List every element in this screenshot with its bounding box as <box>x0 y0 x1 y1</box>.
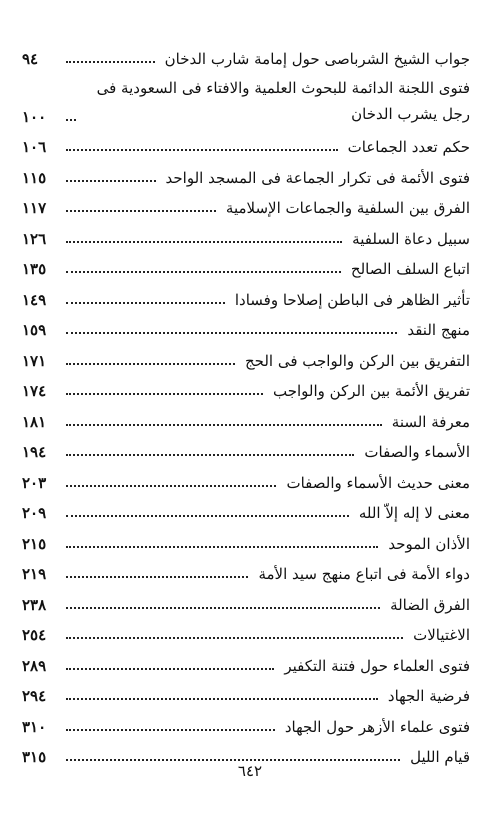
toc-entry <box>22 251 470 282</box>
toc-entry <box>22 312 470 343</box>
toc-entry-title: اتباع السلف الصالح <box>350 260 470 278</box>
toc-entry-page: ١٠٦ <box>22 138 47 156</box>
toc-entry-page: ١٢٦ <box>22 229 47 248</box>
toc-entry-page: ١٧٤ <box>22 382 47 400</box>
toc-entry <box>22 40 470 71</box>
toc-entry-title: دواء الأمة فى اتباع منهج سيد الأمة <box>258 565 470 583</box>
toc-entry-page: ٢٣٨ <box>22 595 47 614</box>
toc-entry-page: ١٥٩ <box>22 321 47 339</box>
toc-entry-title: جواب الشيخ الشرباصى حول إمامة شارب الدخان <box>164 49 470 68</box>
toc-entry-page: ٢٥٤ <box>22 626 47 644</box>
toc-entry <box>22 678 470 709</box>
toc-entry-page: ٢١٥ <box>22 534 47 553</box>
toc-entry-page: ٩٤ <box>22 49 39 68</box>
toc-entry-page: ١١٥ <box>22 168 47 187</box>
toc-entry-page: ٣١٠ <box>22 717 47 736</box>
dot-leader <box>66 302 225 304</box>
toc-entry-title: معرفة السنة <box>391 412 470 431</box>
toc-entry-page: ٢٩٤ <box>22 687 47 705</box>
toc-entry <box>22 434 470 465</box>
toc-entry-title: الاغتيالات <box>413 626 470 644</box>
toc-entry-title: التفريق بين الركن والواجب فى الحج <box>244 351 470 370</box>
dot-leader <box>66 637 403 639</box>
toc-entry-page: ٢١٩ <box>22 565 47 583</box>
toc-entry <box>22 617 470 648</box>
toc-entry-title: فتوى علماء الأزهر حول الجهاد <box>284 717 470 736</box>
toc-entry-title: منهج النقد <box>407 321 470 339</box>
toc-entry <box>22 281 470 312</box>
toc-entry-title: الفرق الضالة <box>390 595 470 614</box>
toc-entry-title: الأسماء والصفات <box>364 443 470 461</box>
toc-entry-page: ١١٧ <box>22 199 47 217</box>
toc-entry <box>22 71 470 129</box>
toc-entry-title: فتوى العلماء حول فتنة التكفير <box>284 656 470 675</box>
toc-entry-title: فتوى اللجنة الدائمة للبحوث العلمية والافتاء فى السعودية فى رجل يشرب الدخان <box>96 78 470 123</box>
toc-entry-page: ١٩٤ <box>22 443 47 461</box>
toc-entry-title: فتوى الأئمة فى تكرار الجماعة فى المسجد الواحد <box>165 168 470 187</box>
dot-leader <box>66 576 248 578</box>
toc-entry-title: قيام الليل <box>410 748 470 766</box>
toc-entry-page: ١٣٥ <box>22 260 47 278</box>
dot-leader <box>66 454 354 456</box>
dot-leader <box>66 119 76 121</box>
dot-leader <box>66 271 341 273</box>
toc-entry-page: ١٤٩ <box>22 290 47 309</box>
toc-entry <box>22 159 470 190</box>
dot-leader <box>66 668 274 670</box>
toc-entry <box>22 647 470 678</box>
toc-entry-page: ١٨١ <box>22 412 47 431</box>
toc-entry-title: الفرق بين السلفية والجماعات الإسلامية <box>225 199 470 217</box>
toc-entry-title: معنى لا إله إلاّ الله <box>358 504 470 522</box>
toc-entry-page: ٢٠٩ <box>22 504 47 522</box>
toc-entry <box>22 220 470 251</box>
toc-entry <box>22 495 470 526</box>
dot-leader <box>66 515 349 517</box>
dot-leader <box>66 332 397 334</box>
toc-entry <box>22 403 470 434</box>
toc-entry-page: ٢٠٣ <box>22 473 47 492</box>
dot-leader <box>66 180 156 182</box>
dot-leader <box>66 61 155 63</box>
toc-entry-page: ٣١٥ <box>22 748 47 766</box>
dot-leader <box>66 210 216 212</box>
toc-entry <box>22 464 470 495</box>
page-number: ٦٤٢ <box>237 762 263 780</box>
toc-entry-title: سبيل دعاة السلفية <box>352 229 470 248</box>
dot-leader <box>66 363 235 365</box>
toc-entry-title: معنى حديث الأسماء والصفات <box>286 473 470 492</box>
toc-entry <box>22 342 470 373</box>
toc-entry <box>22 129 470 160</box>
toc-entry <box>22 708 470 739</box>
dot-leader <box>66 607 380 609</box>
toc-entry-title: تفريق الأئمة بين الركن والواجب <box>273 382 470 400</box>
dot-leader <box>66 424 382 426</box>
toc-entry-title: فرضية الجهاد <box>387 687 470 705</box>
dot-leader <box>66 149 338 151</box>
dot-leader <box>66 546 378 548</box>
toc-entry-page: ١٠٠ <box>22 107 47 126</box>
dot-leader <box>66 241 342 243</box>
toc-entry <box>22 373 470 404</box>
dot-leader <box>66 698 378 700</box>
dot-leader <box>66 485 276 487</box>
toc-entry-page: ٢٨٩ <box>22 656 47 675</box>
dot-leader <box>66 729 275 731</box>
toc-entry <box>22 556 470 587</box>
toc-entry-page: ١٧١ <box>22 351 47 370</box>
dot-leader <box>66 759 400 761</box>
dot-leader <box>66 393 263 395</box>
toc-entry <box>22 586 470 617</box>
toc-entry-title: حكم تعدد الجماعات <box>347 138 470 156</box>
toc-entry <box>22 190 470 221</box>
toc-entry-title: تأثير الظاهر فى الباطن إصلاحا وفسادا <box>234 290 470 309</box>
toc-entry-title: الأذان الموحد <box>388 534 470 553</box>
toc-entry <box>22 525 470 556</box>
table-of-contents <box>22 40 470 769</box>
